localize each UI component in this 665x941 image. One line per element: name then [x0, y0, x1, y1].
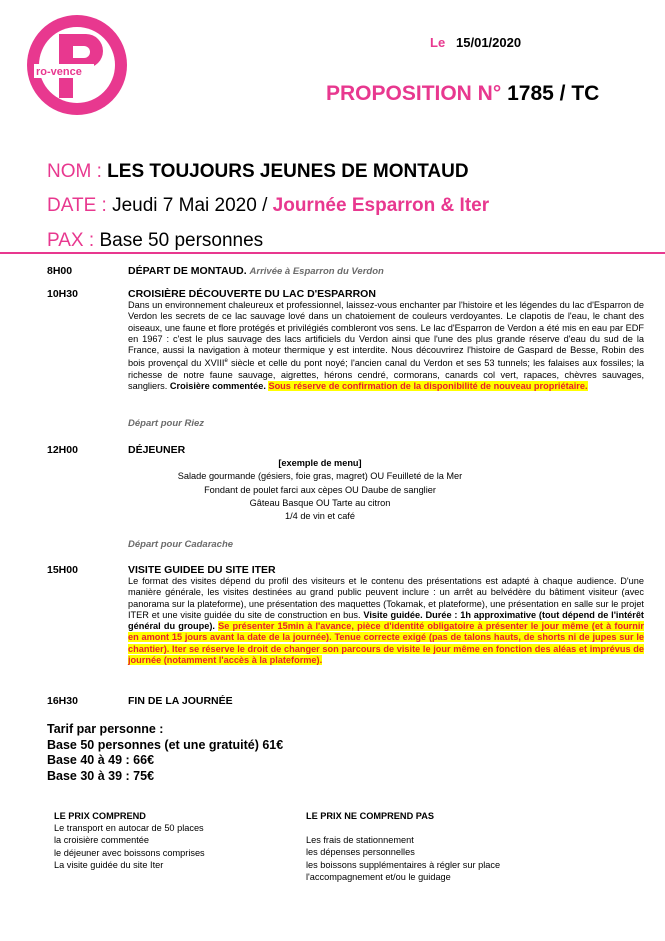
pricing-line: Base 50 personnes (et une gratuité) 61€	[47, 737, 284, 752]
pricing-block	[47, 722, 283, 784]
includes-item: le déjeuner avec boissons comprises	[54, 847, 205, 858]
menu-item: Gâteau Basque OU Tarte au citron	[249, 497, 391, 508]
proposal-title	[326, 82, 599, 106]
item1-title: DÉPART DE MONTAUD.	[128, 265, 247, 277]
proposal-label: PROPOSITION N°	[326, 82, 502, 105]
item2-highlight: Sous réserve de confirmation de la disponibilité de nouveau propriétaire.	[268, 381, 588, 392]
item2-bold: Croisière commentée.	[169, 381, 269, 392]
item4-text: Le format des visites dépend du profil des visiteurs et le contenu des présentations est adapté à chaque audience. D'une manière générale, les visites destinées au grand public peuvent inclure : un arrêt au belvédère du bâtiment visiteur (avec panorama sur la plateforme), une présentation des maquettes (Tokamak, et plateforme), une présentation en salle sur le projet ITER et une visite guidée du site de construction en bus.	[128, 576, 644, 620]
excludes-item: les dépenses personnelles	[306, 847, 415, 858]
includes-item: La visite guidée du site Iter	[54, 859, 164, 870]
nom-line	[47, 161, 469, 183]
date-info-line	[47, 195, 489, 217]
item3-depart: Départ pour Cadarache	[128, 539, 234, 550]
item4-bold: Visite guidée. Durée : 1h approximative (tout dépend de l'intérêt général du groupe).	[128, 609, 644, 632]
item1-heading	[128, 265, 384, 277]
item3-title: DÉJEUNER	[128, 444, 186, 456]
item2-text2: siècle et celle du pont noyé; l'ancien canal du Verdon et ses 53 tunnels; les falaises aux fossiles; la richesse de notre faune sauvage, aigrettes, hérons cendré, cormorans, canards col vert, rapaces, chèvres sauvages, sangliers.	[128, 358, 645, 392]
item2-description	[128, 300, 644, 392]
pax-line	[47, 230, 263, 252]
logo-text: ro-vence	[36, 66, 82, 78]
excludes-title: LE PRIX NE COMPREND PAS	[306, 811, 434, 821]
item4-description	[128, 576, 644, 666]
item4-highlight: Se présenter 15min à l'avance, pièce d'identité obligatoire à présenter le jour même (et à fournir en amont 15 jours avant la date de la journée). Tenue correcte exigé (pas de talons hauts, de shorts ni de jupes sur le chantier). Iter se réserve le droit de changer son parcours de visite le jour même en fonction des aléas et imprévus de journée (notamment l'accès à la plateforme).	[128, 621, 644, 666]
nom-label: NOM :	[47, 161, 108, 182]
menu-item: Salade gourmande (gésiers, foie gras, magret) OU Feuilleté de la Mer	[177, 471, 463, 482]
item1-time: 8H00	[47, 265, 73, 277]
date-info-label: DATE :	[47, 195, 113, 216]
item5-title: FIN DE LA JOURNÉE	[128, 695, 233, 707]
item2-sup: e	[224, 358, 228, 365]
item2-text: Dans un environnement chaleureux et professionnel, laissez-vous enchanter par l'histoire et les légendes du lac d'Esparron de Verdon les secrets de ce lac sauvage lové dans un chatoiement de couleurs verdoyantes. Le clapotis de l'eau, le chant des oiseaux, une faune et flore protégés et privilégiés combleront vos sens. Le lac d'Esparron de Verdon a été mis en eau par EDF en 1967 : c'est le plus sauvage des lacs artificiels du Verdon ainsi que l'une des plus grande réserve d'eau du sud de la France, aussi la navigation à moteur thermique y est interdite. Nous découvrirez l'histoire de Gaspard de Besse, Robin des bois provençal du XVIII	[128, 300, 644, 369]
pricing-line: Base 40 à 49 : 66€	[47, 753, 155, 767]
item4-title: VISITE GUIDEE DU SITE ITER	[128, 564, 276, 576]
document-date	[430, 35, 521, 50]
includes-title: LE PRIX COMPREND	[54, 811, 146, 821]
divider	[0, 252, 665, 254]
date-value: 15/01/2020	[456, 35, 522, 50]
proposal-number: 1785 / TC	[507, 82, 600, 105]
date-event: Journée Esparron & Iter	[272, 195, 490, 216]
includes-item: la croisière commentée	[54, 835, 149, 846]
item3-time: 12H00	[47, 444, 78, 456]
price-excludes	[306, 810, 500, 883]
item1-subtitle: Arrivée à Esparron du Verdon	[249, 266, 384, 277]
menu-item: Fondant de poulet farci aux cèpes OU Daube de sanglier	[204, 484, 436, 495]
date-label: Le	[430, 35, 446, 50]
nom-value: LES TOUJOURS JEUNES DE MONTAUD	[107, 161, 469, 182]
price-includes	[54, 810, 205, 871]
menu-item: 1/4 de vin et café	[285, 511, 355, 522]
lunch-menu	[150, 457, 490, 523]
company-logo	[26, 14, 128, 116]
item2-time: 10H30	[47, 288, 78, 300]
item5-time: 16H30	[47, 695, 78, 707]
excludes-item: les boissons supplémentaires à régler sur place	[306, 859, 501, 870]
menu-title: [exemple de menu]	[278, 458, 362, 468]
includes-item: Le transport en autocar de 50 places	[54, 823, 204, 834]
date-info-value: Jeudi 7 Mai 2020 /	[112, 195, 273, 216]
item2-title: CROISIÈRE DÉCOUVERTE DU LAC D'ESPARRON	[128, 288, 376, 300]
excludes-item: l'accompagnement et/ou le guidage	[306, 871, 451, 882]
pricing-title: Tarif par personne :	[47, 722, 164, 736]
excludes-item: Les frais de stationnement	[306, 835, 414, 846]
pricing-line: Base 30 à 39 : 75€	[47, 768, 155, 783]
pax-label: PAX :	[47, 230, 100, 251]
pax-value: Base 50 personnes	[99, 230, 264, 251]
item4-time: 15H00	[47, 564, 78, 576]
item2-depart: Départ pour Riez	[128, 418, 205, 429]
